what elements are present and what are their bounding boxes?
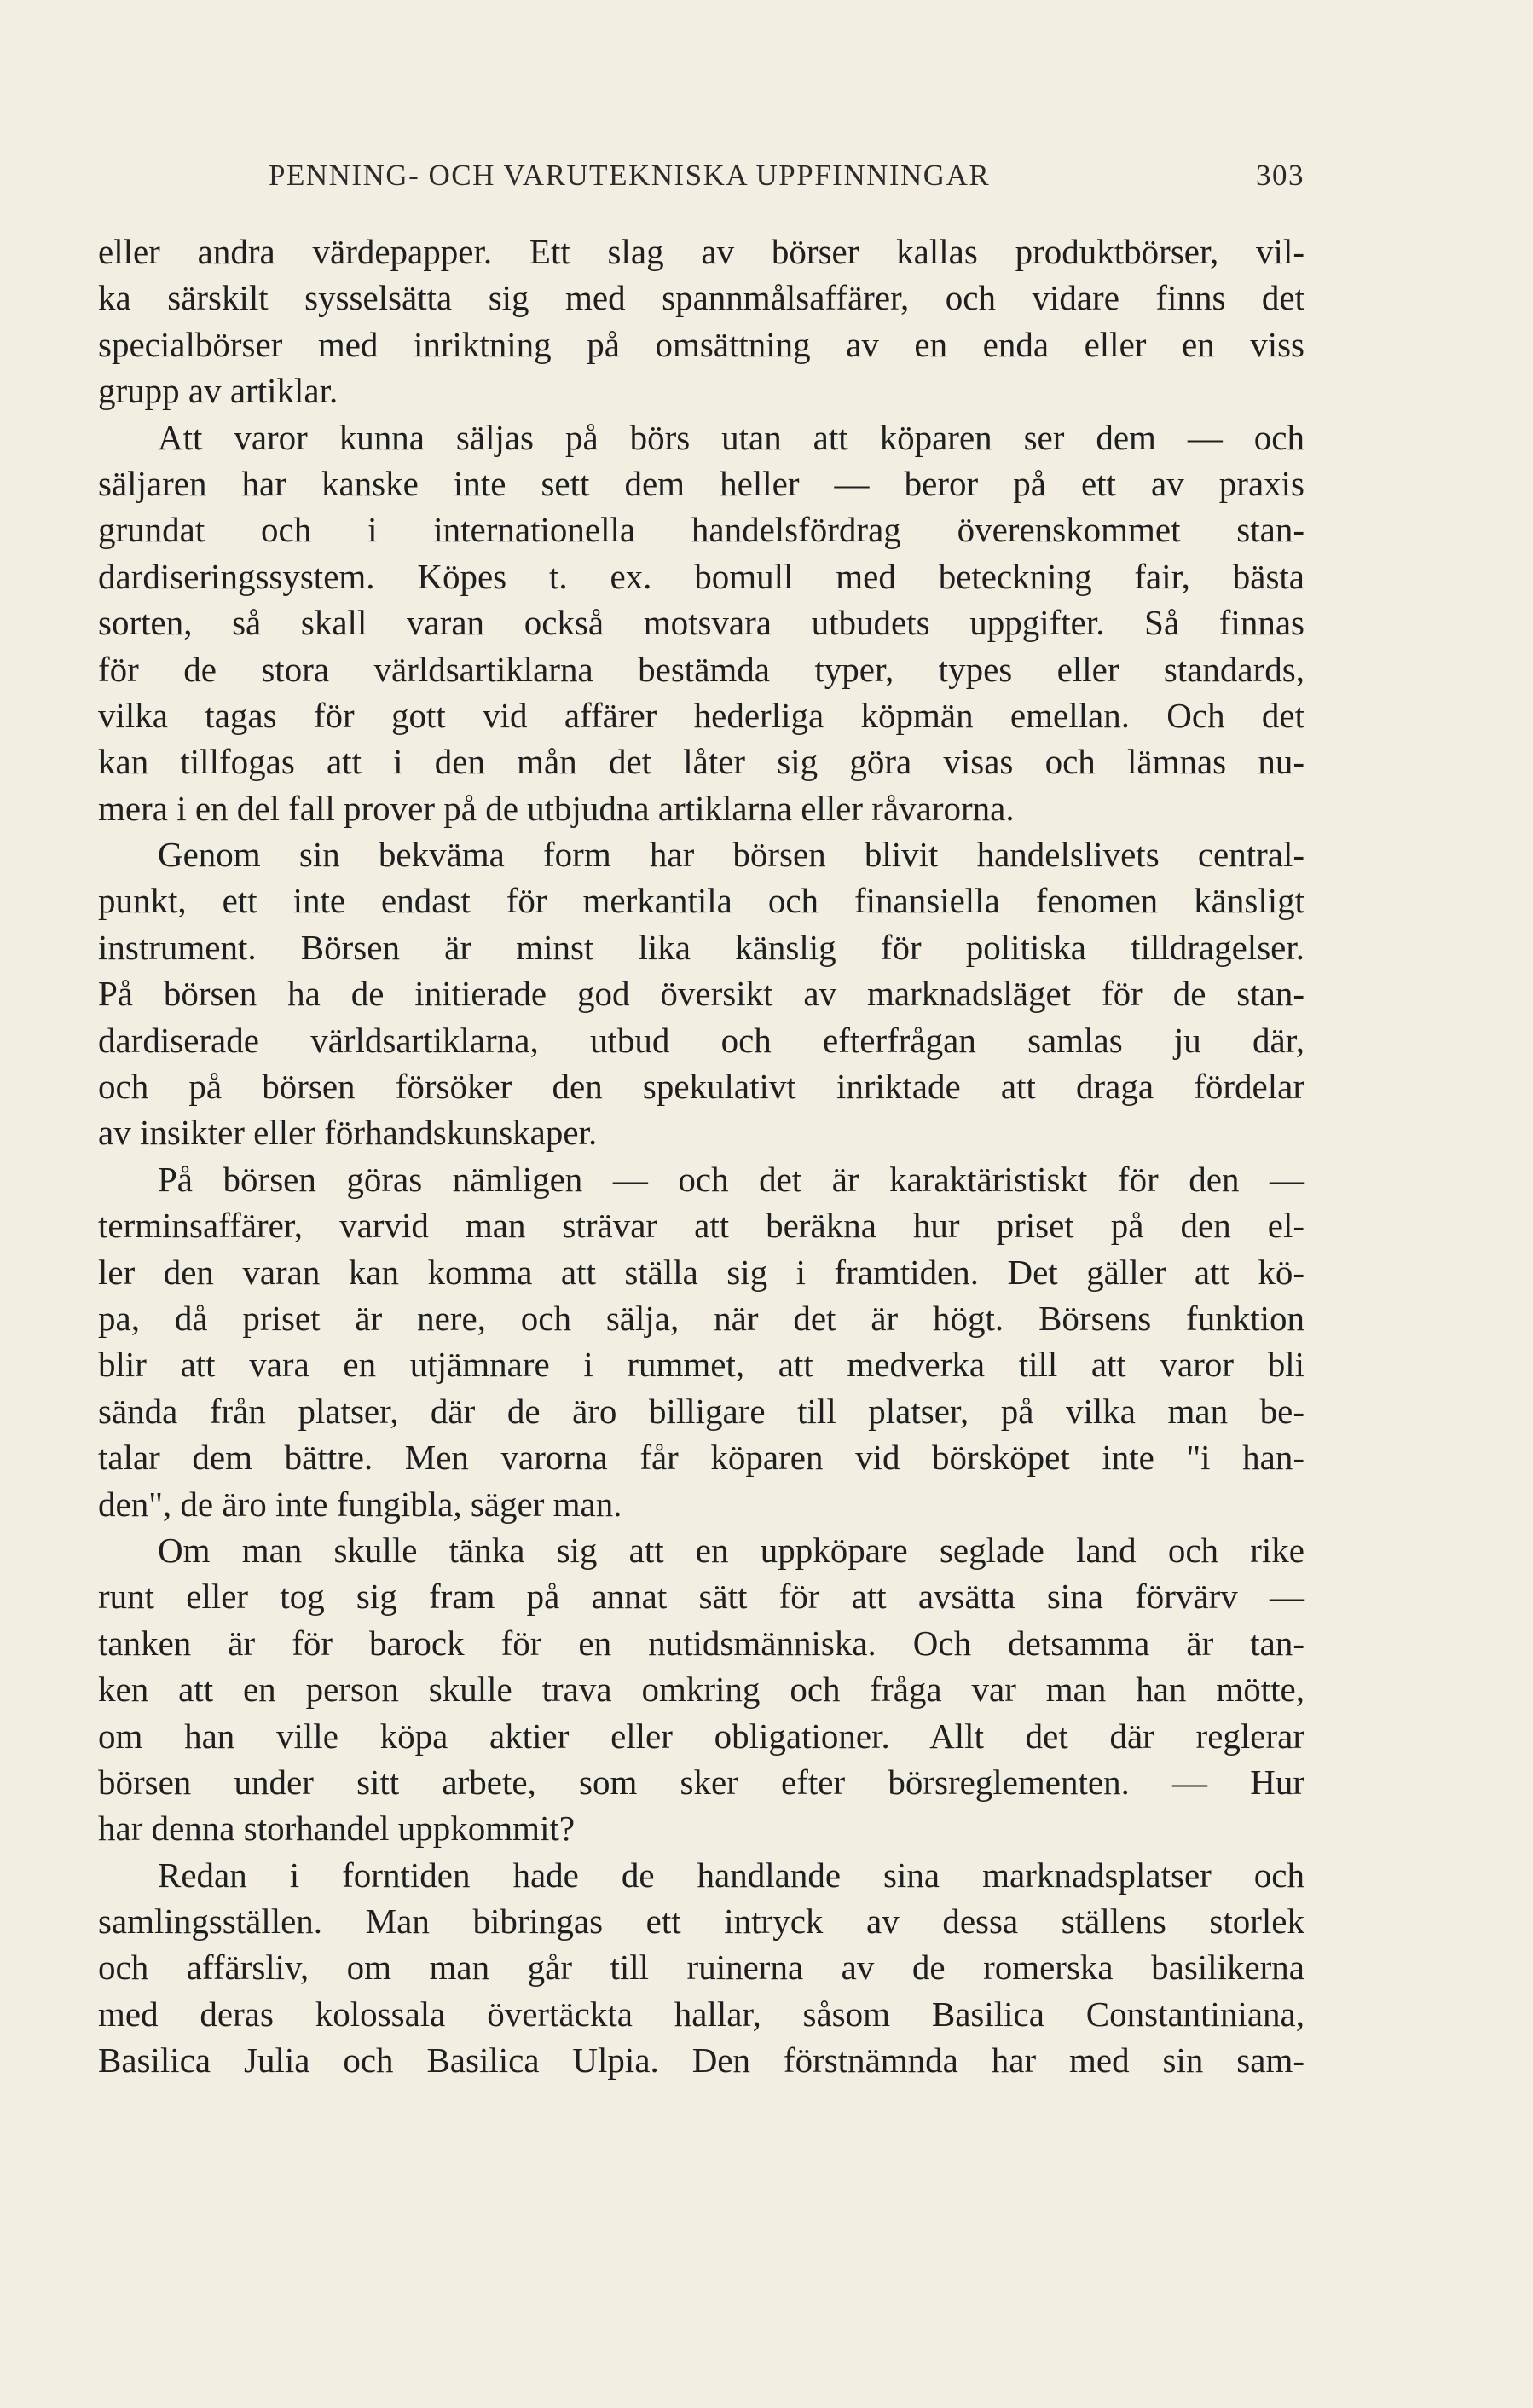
text-line: Redan i forntiden hade de handlande sina marknadsplatser och [158, 1855, 1304, 1895]
text-line: sända från platser, där de äro billigare till platser, på vilka man be- [98, 1391, 1304, 1431]
text-line: runt eller tog sig fram på annat sätt för att avsätta sina förvärv — [98, 1577, 1304, 1617]
page-number: 303 [1256, 159, 1304, 192]
text-line: har denna storhandel uppkommit? [98, 1809, 576, 1849]
paragraph [98, 414, 1304, 832]
text-line: Basilica Julia och Basilica Ulpia. Den förstnämnda har med sin sam- [98, 2040, 1304, 2081]
text-line: Genom sin bekväma form har börsen blivit handelslivets central- [158, 835, 1304, 875]
running-title: PENNING- OCH VARUTEKNISKA UPPFINNINGAR [269, 159, 991, 192]
text-line: samlingsställen. Man bibringas ett intryck av dessa ställens storlek [98, 1902, 1304, 1942]
text-line: den", de äro inte fungibla, säger man. [98, 1484, 622, 1524]
running-header [98, 159, 1304, 201]
text-line: punkt, ett inte endast för merkantila och finansiella fenomen känsligt [98, 881, 1304, 921]
text-line: kan tillfogas att i den mån det låter sig göra visas och lämnas nu- [98, 742, 1304, 782]
text-line: Att varor kunna säljas på börs utan att köparen ser dem — och [158, 417, 1304, 457]
text-line: ka särskilt sysselsätta sig med spannmålsaffärer, och vidare finns det [98, 278, 1304, 318]
text-line: sorten, så skall varan också motsvara utbudets uppgifter. Så finnas [98, 603, 1304, 643]
text-line: med deras kolossala övertäckta hallar, såsom Basilica Constantiniana, [98, 1994, 1304, 2034]
text-line: blir att vara en utjämnare i rummet, att medverka till att varor bli [98, 1345, 1304, 1385]
text-line: På börsen göras nämligen — och det är karaktäristiskt för den — [158, 1159, 1304, 1199]
paragraph [98, 1527, 1304, 1852]
text-line: och på börsen försöker den spekulativt inriktade att draga fördelar [98, 1067, 1304, 1107]
paragraph [98, 229, 1304, 414]
text-line: På börsen ha de initierade god översikt av marknadsläget för de stan- [98, 974, 1304, 1014]
text-line: ler den varan kan komma att ställa sig i framtiden. Det gäller att kö- [98, 1252, 1304, 1292]
text-line: specialbörser med inriktning på omsättning av en enda eller en viss [98, 324, 1304, 364]
paragraph [98, 831, 1304, 1156]
text-line: mera i en del fall prover på de utbjudna artiklarna eller råvarorna. [98, 788, 1015, 828]
paragraph [98, 1852, 1304, 2084]
text-line: dardiseringssystem. Köpes t. ex. bomull med beteckning fair, bästa [98, 556, 1304, 596]
text-line: tanken är för barock för en nutidsmänniska. Och detsamma är tan- [98, 1623, 1304, 1663]
text-line: grupp av artiklar. [98, 371, 338, 411]
text-line: grundat och i internationella handelsfördrag överenskommet stan- [98, 510, 1304, 550]
text-line: och affärsliv, om man går till ruinerna av de romerska basilikerna [98, 1948, 1304, 1988]
text-line: om han ville köpa aktier eller obligationer. Allt det där reglerar [98, 1716, 1304, 1756]
paragraph [98, 1156, 1304, 1527]
text-line: terminsaffärer, varvid man strävar att beräkna hur priset på den el- [98, 1206, 1304, 1246]
text-line: eller andra värdepapper. Ett slag av börser kallas produktbörser, vil- [98, 232, 1304, 271]
text-line: av insikter eller förhandskunskaper. [98, 1113, 598, 1153]
text-line: dardiserade världsartiklarna, utbud och efterfrågan samlas ju där, [98, 1020, 1304, 1060]
text-line: pa, då priset är nere, och sälja, när det är högt. Börsens funktion [98, 1298, 1304, 1338]
text-line: Om man skulle tänka sig att en uppköpare seglade land och rike [158, 1530, 1304, 1570]
text-line: för de stora världsartiklarna bestämda typer, types eller standards, [98, 649, 1304, 689]
text-line: säljaren har kanske inte sett dem heller — beror på ett av praxis [98, 463, 1304, 503]
text-line: ken att en person skulle trava omkring och fråga var man han mötte, [98, 1670, 1304, 1710]
text-line: talar dem bättre. Men varorna får köparen vid börsköpet inte "i han- [98, 1438, 1304, 1478]
text-line: vilka tagas för gott vid affärer hederliga köpmän emellan. Och det [98, 695, 1304, 735]
text-line: instrument. Börsen är minst lika känslig för politiska tilldragelser. [98, 927, 1304, 967]
body-text [98, 229, 1304, 2084]
text-line: börsen under sitt arbete, som sker efter börsreglementen. — Hur [98, 1762, 1304, 1802]
